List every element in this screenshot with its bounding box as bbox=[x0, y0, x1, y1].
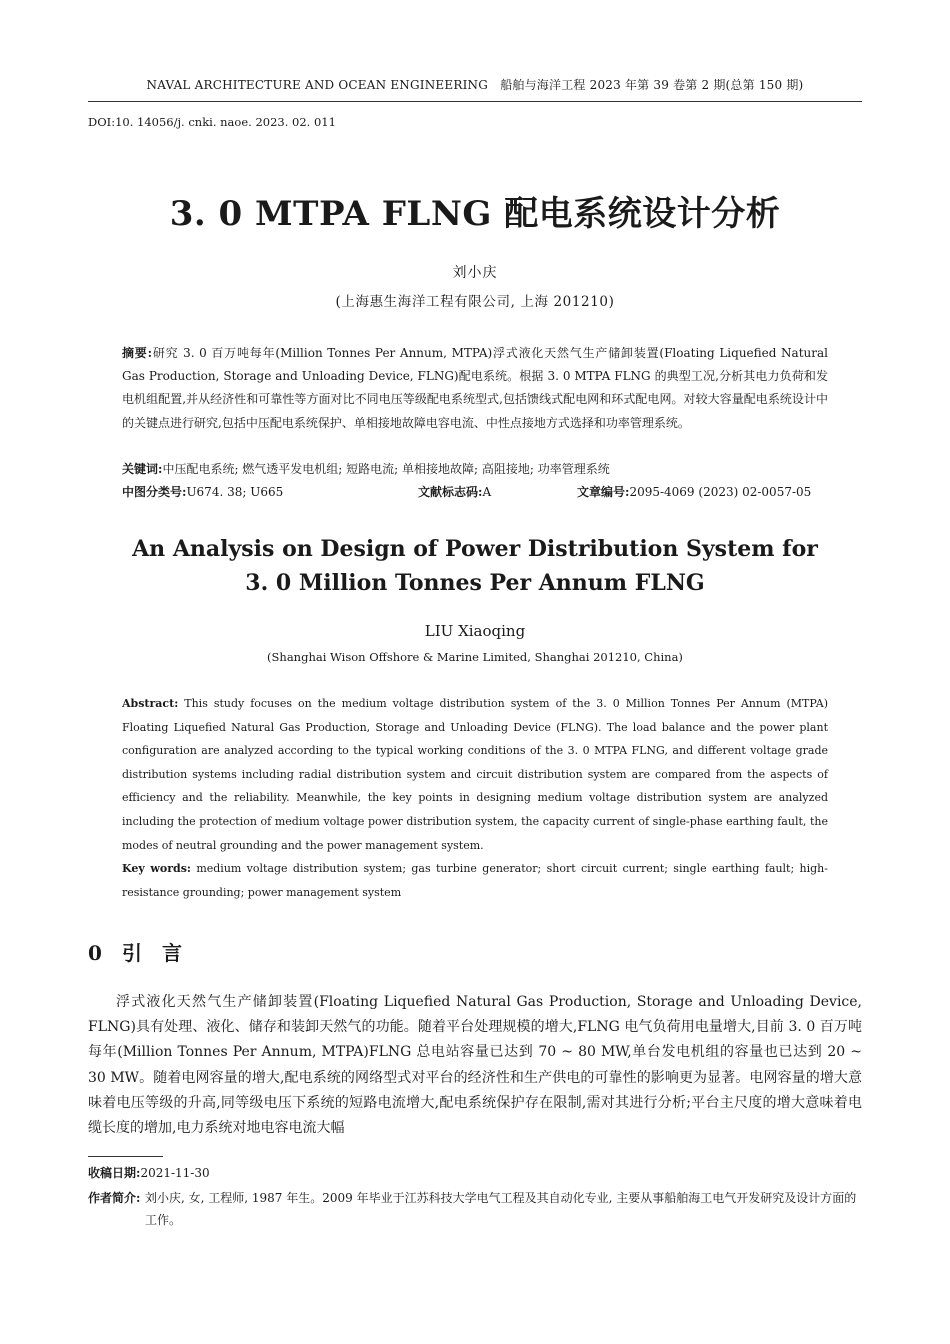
author-bio-text: 刘小庆, 女, 工程师, 1987 年生。2009 年毕业于江苏科技大学电气工程及其自动化专业, 主要从事船舶海工电气开发研究及设计方面的工作。 bbox=[145, 1191, 857, 1227]
paper-title-en bbox=[0, 532, 950, 600]
keywords-cn-label: 关键词: bbox=[122, 462, 163, 476]
header-divider bbox=[88, 101, 862, 102]
received-label: 收稿日期: bbox=[88, 1166, 141, 1180]
article-number: 文章编号:2095-4069 (2023) 02-0057-05 bbox=[577, 485, 812, 499]
clc-number: 中图分类号:U674. 38; U665 bbox=[122, 485, 284, 499]
body-text bbox=[88, 990, 862, 1141]
section-title: 引言 bbox=[122, 941, 202, 965]
section-heading bbox=[88, 937, 202, 966]
body-paragraph: 浮式液化天然气生产储卸装置(Floating Liquefied Natural Gas Production, Storage and Unloading Device, FLNG)具有处理、液化、储存和装卸天然气的功能。随着平台处理规模的增大,FLNG 电气负荷用电量增大,目前 3. 0 百万吨每年(Million Tonnes Per Annum, MTPA)FLNG 总电站容量已达到 70 ~ 80 MW,单台发电机组的容量也已达到 20 ~ 30 MW。随着电网容量的增大,配电系统的网络型式对平台的经济性和生产供电的可靠性的影响更为显著。电网容量的增大意味着电压等级的升高,同等级电压下系统的短路电流增大,配电系统保护存在限制,需对其进行分析;平台主尺度的增大意味着电缆长度的增加,电力系统对地电容电流大幅 bbox=[88, 994, 862, 1137]
affiliation-en: (Shanghai Wison Offshore & Marine Limited, Shanghai 201210, China) bbox=[267, 650, 683, 664]
author-name-cn: 刘小庆 bbox=[452, 265, 498, 281]
keywords-en-text: medium voltage distribution system; gas turbine generator; short circuit current; single earthing fault; high-resistance grounding; power management system bbox=[122, 862, 828, 899]
abstract-en bbox=[122, 692, 828, 857]
abstract-cn-text: 研究 3. 0 百万吨每年(Million Tonnes Per Annum, MTPA)浮式液化天然气生产储卸装置(Floating Liquefied Natural Gas Production, Storage and Unloading Device, FLNG)配电系统。根据 3. 0 MTPA FLNG 的典型工况,分析其电力负荷和发电机组配置,并从经济性和可靠性等方面对比不同电压等级配电系统型式,包括馈线式配电网和环式配电网。对较大容量配电系统设计中的关键点进行研究,包括中压配电系统保护、单相接地故障电容电流、中性点接地方式选择和功率管理系统。 bbox=[122, 346, 828, 430]
affiliation-cn: (上海惠生海洋工程有限公司, 上海 201210) bbox=[335, 294, 615, 310]
author-name-en: LIU Xiaoqing bbox=[424, 622, 526, 640]
document-code: 文献标志码:A bbox=[418, 485, 492, 499]
abstract-en-label: Abstract: bbox=[122, 697, 179, 710]
received-value: 2021-11-30 bbox=[140, 1166, 210, 1180]
keywords-cn-text: 中压配电系统; 燃气透平发电机组; 短路电流; 单相接地故障; 高阻接地; 功率管理系统 bbox=[162, 462, 610, 476]
title-en-line2: 3. 0 Million Tonnes Per Annum FLNG bbox=[245, 570, 705, 596]
doi-line: DOI:10. 14056/j. cnki. naoe. 2023. 02. 011 bbox=[88, 115, 336, 129]
footnote-divider bbox=[88, 1156, 163, 1157]
received-date bbox=[88, 1163, 210, 1183]
author-bio bbox=[88, 1187, 862, 1231]
keywords-en-label: Key words: bbox=[122, 862, 191, 875]
title-en-line1: An Analysis on Design of Power Distribution System for bbox=[132, 536, 818, 562]
running-header: NAVAL ARCHITECTURE AND OCEAN ENGINEERING 船舶与海洋工程 2023 年第 39 卷第 2 期(总第 150 期) bbox=[146, 78, 804, 92]
abstract-cn bbox=[122, 342, 828, 435]
keywords-en bbox=[122, 857, 828, 904]
abstract-en-text: This study focuses on the medium voltage distribution system of the 3. 0 Million Tonnes Per Annum (MTPA) Floating Liquefied Natural Gas Production, Storage and Unloading Device (FLNG). The load balance and the power plant configuration are analyzed according to the typical working conditions of the 3. 0 MTPA FLNG, and different voltage grade distribution systems including radial distribution system and circuit distribution system are compared from the aspects of efficiency and the reliability. Meanwhile, the key points in designing medium voltage distribution system are analyzed including the protection of medium voltage power distribution system, the capacity current of single-phase earthing fault, the modes of neutral grounding and the power management system. bbox=[122, 697, 829, 852]
paper-title-cn: 3. 0 MTPA FLNG 配电系统设计分析 bbox=[169, 194, 781, 234]
abstract-cn-label: 摘要: bbox=[122, 346, 153, 360]
author-bio-label: 作者简介: bbox=[88, 1191, 141, 1205]
section-number: 0 bbox=[88, 941, 102, 965]
keywords-cn bbox=[122, 458, 828, 481]
